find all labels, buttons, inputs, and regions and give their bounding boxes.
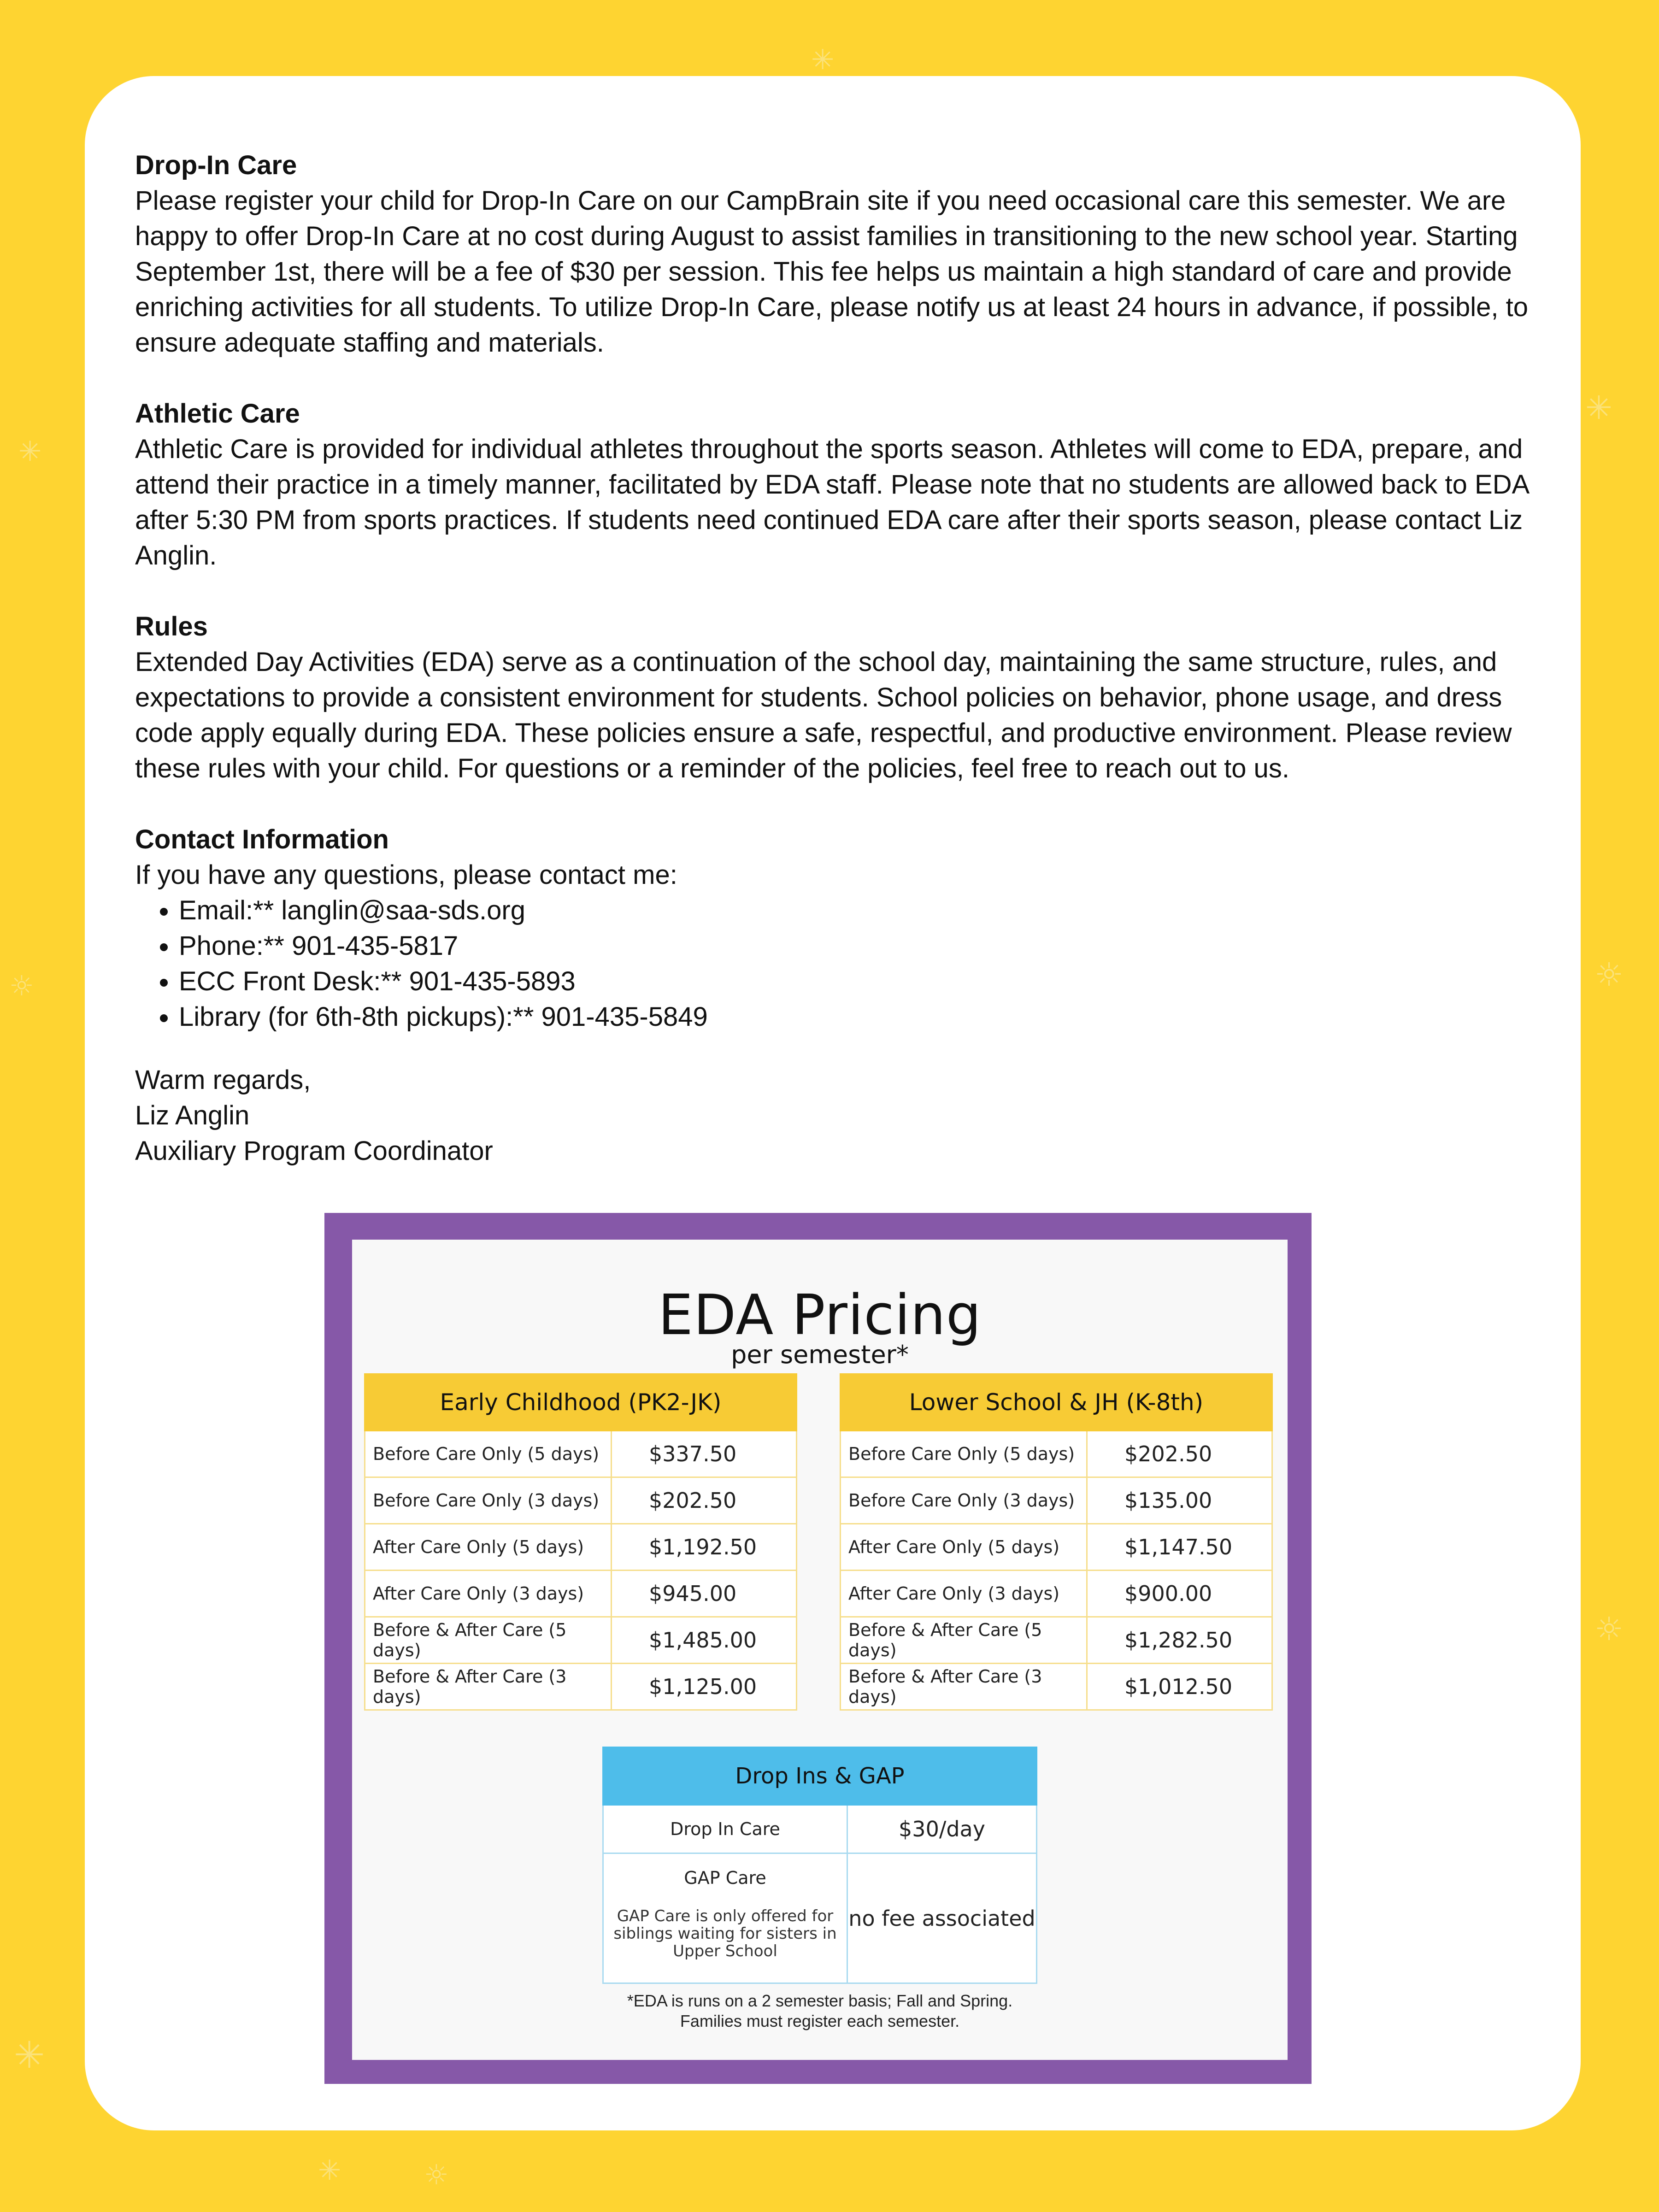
contact-ecc-front-desk[interactable]: • ECC Front Desk:** 901-435-5893	[179, 964, 1536, 999]
sparkle-icon: ✳	[18, 435, 42, 468]
footnote-line: Families must register each semester.	[680, 2012, 960, 2030]
table-row	[365, 1431, 797, 1477]
gap-care-cell	[603, 1853, 847, 1983]
section-heading: Drop-In Care	[135, 150, 297, 180]
signoff	[135, 1062, 1536, 1169]
section-body: Extended Day Activities (EDA) serve as a continuation of the school day, maintaining the same structure, rules, and expectations to provide a consistent environment for students. School policies on behavior, phone usage, and dress code apply equally during EDA. These policies ensure a safe, respectful, and productive environment. Please review these rules with your child. For questions or a reminder of the policies, feel free to reach out to us.	[135, 647, 1512, 783]
drop-in-price: $30/day	[847, 1805, 1037, 1853]
gap-label: GAP Care	[684, 1868, 766, 1888]
row-label: After Care Only (3 days)	[841, 1571, 1087, 1617]
row-label: Before Care Only (3 days)	[365, 1477, 612, 1524]
table-row	[841, 1617, 1272, 1664]
row-label: Before Care Only (5 days)	[365, 1431, 612, 1477]
contact-intro: If you have any questions, please contact me:	[135, 860, 677, 890]
row-label: Before Care Only (3 days)	[841, 1477, 1087, 1524]
drop-ins-gap-table	[602, 1747, 1037, 1984]
signoff-name: Liz Anglin	[135, 1100, 250, 1130]
pricing-panel	[352, 1240, 1288, 2060]
sparkle-icon: ✳	[811, 44, 835, 76]
row-price: $900.00	[1087, 1571, 1272, 1617]
table-row	[365, 1477, 797, 1524]
letter-content	[135, 147, 1536, 1169]
table-row	[603, 1853, 1037, 1983]
footnote-line: *EDA is runs on a 2 semester basis; Fall and Spring.	[627, 1991, 1013, 2010]
table-row	[841, 1524, 1272, 1571]
drop-in-label: Drop In Care	[603, 1805, 847, 1853]
pricing-title: EDA Pricing	[658, 1283, 982, 1347]
contact-phone[interactable]: • Phone:** 901-435-5817	[179, 928, 1536, 964]
section-heading: Athletic Care	[135, 399, 300, 429]
early-childhood-table	[364, 1373, 797, 1711]
row-label: Before & After Care (3 days)	[841, 1664, 1087, 1710]
row-price: $1,147.50	[1087, 1524, 1272, 1571]
table-header: Early Childhood (PK2-JK)	[365, 1374, 797, 1431]
signoff-role: Auxiliary Program Coordinator	[135, 1136, 493, 1166]
section-heading: Contact Information	[135, 824, 389, 854]
section-contact	[135, 822, 1536, 1035]
table-row	[841, 1571, 1272, 1617]
row-price: $1,485.00	[612, 1617, 797, 1664]
row-price: $202.50	[1087, 1431, 1272, 1477]
row-price: $1,192.50	[612, 1524, 797, 1571]
sun-icon: ☼	[1594, 1610, 1624, 1648]
row-label: Before & After Care (5 days)	[365, 1617, 612, 1664]
gap-price: no fee associated	[847, 1853, 1037, 1983]
table-row	[365, 1664, 797, 1710]
row-price: $202.50	[612, 1477, 797, 1524]
lower-school-table	[840, 1373, 1273, 1711]
table-header: Lower School & JH (K-8th)	[841, 1374, 1272, 1431]
pricing-subtitle: per semester*	[731, 1340, 909, 1369]
section-body: Athletic Care is provided for individual athletes throughout the sports season. Athletes will come to EDA, prepare, and attend their practice in a timely manner, facilitated by EDA staff. Please note that no students are allowed back to EDA after 5:30 PM from sports practices. If students need continued EDA care after their sports season, please contact Liz Anglin.	[135, 434, 1529, 571]
section-heading: Rules	[135, 612, 208, 641]
table-row	[365, 1524, 797, 1571]
sparkle-icon: ✳	[14, 2034, 45, 2077]
row-label: After Care Only (3 days)	[365, 1571, 612, 1617]
row-label: After Care Only (5 days)	[841, 1524, 1087, 1571]
signoff-closing: Warm regards,	[135, 1065, 311, 1095]
gap-note: GAP Care is only offered for siblings waiting for sisters in Upper School	[613, 1907, 837, 1960]
contact-list	[135, 893, 1536, 1035]
row-price: $1,012.50	[1087, 1664, 1272, 1710]
contact-library[interactable]: • Library (for 6th-8th pickups):** 901-435-5849	[179, 999, 1536, 1035]
row-price: $1,125.00	[612, 1664, 797, 1710]
table-row	[603, 1805, 1037, 1853]
section-body: Please register your child for Drop-In Care on our CampBrain site if you need occasional care this semester. We are happy to offer Drop-In Care at no cost during August to assist families in transitioning to the new school year. Starting September 1st, there will be a fee of $30 per session. This fee helps us maintain a high standard of care and provide enriching activities for all students. To utilize Drop-In Care, please notify us at least 24 hours in advance, if possible, to ensure adequate staffing and materials.	[135, 186, 1528, 358]
row-price: $1,282.50	[1087, 1617, 1272, 1664]
section-rules	[135, 609, 1536, 786]
section-drop-in-care	[135, 147, 1536, 360]
row-label: Before & After Care (3 days)	[365, 1664, 612, 1710]
table-row	[841, 1664, 1272, 1710]
table-row	[365, 1571, 797, 1617]
pricing-flyer	[324, 1213, 1312, 2084]
row-label: Before & After Care (5 days)	[841, 1617, 1087, 1664]
sun-icon: ☼	[1594, 956, 1624, 994]
table-row	[365, 1617, 797, 1664]
pricing-footnote	[352, 1991, 1288, 2031]
row-label: After Care Only (5 days)	[365, 1524, 612, 1571]
table-row	[841, 1431, 1272, 1477]
table-header: Drop Ins & GAP	[603, 1747, 1037, 1805]
row-price: $945.00	[612, 1571, 797, 1617]
row-label: Before Care Only (5 days)	[841, 1431, 1087, 1477]
row-price: $135.00	[1087, 1477, 1272, 1524]
sun-icon: ☼	[9, 970, 34, 1002]
sparkle-icon: ✳	[318, 2154, 341, 2187]
section-athletic-care	[135, 396, 1536, 573]
sun-icon: ☼	[424, 2159, 449, 2191]
sparkle-icon: ✳	[1585, 389, 1612, 427]
contact-email[interactable]: • Email:** langlin@saa-sds.org	[179, 893, 1536, 928]
table-row	[841, 1477, 1272, 1524]
row-price: $337.50	[612, 1431, 797, 1477]
